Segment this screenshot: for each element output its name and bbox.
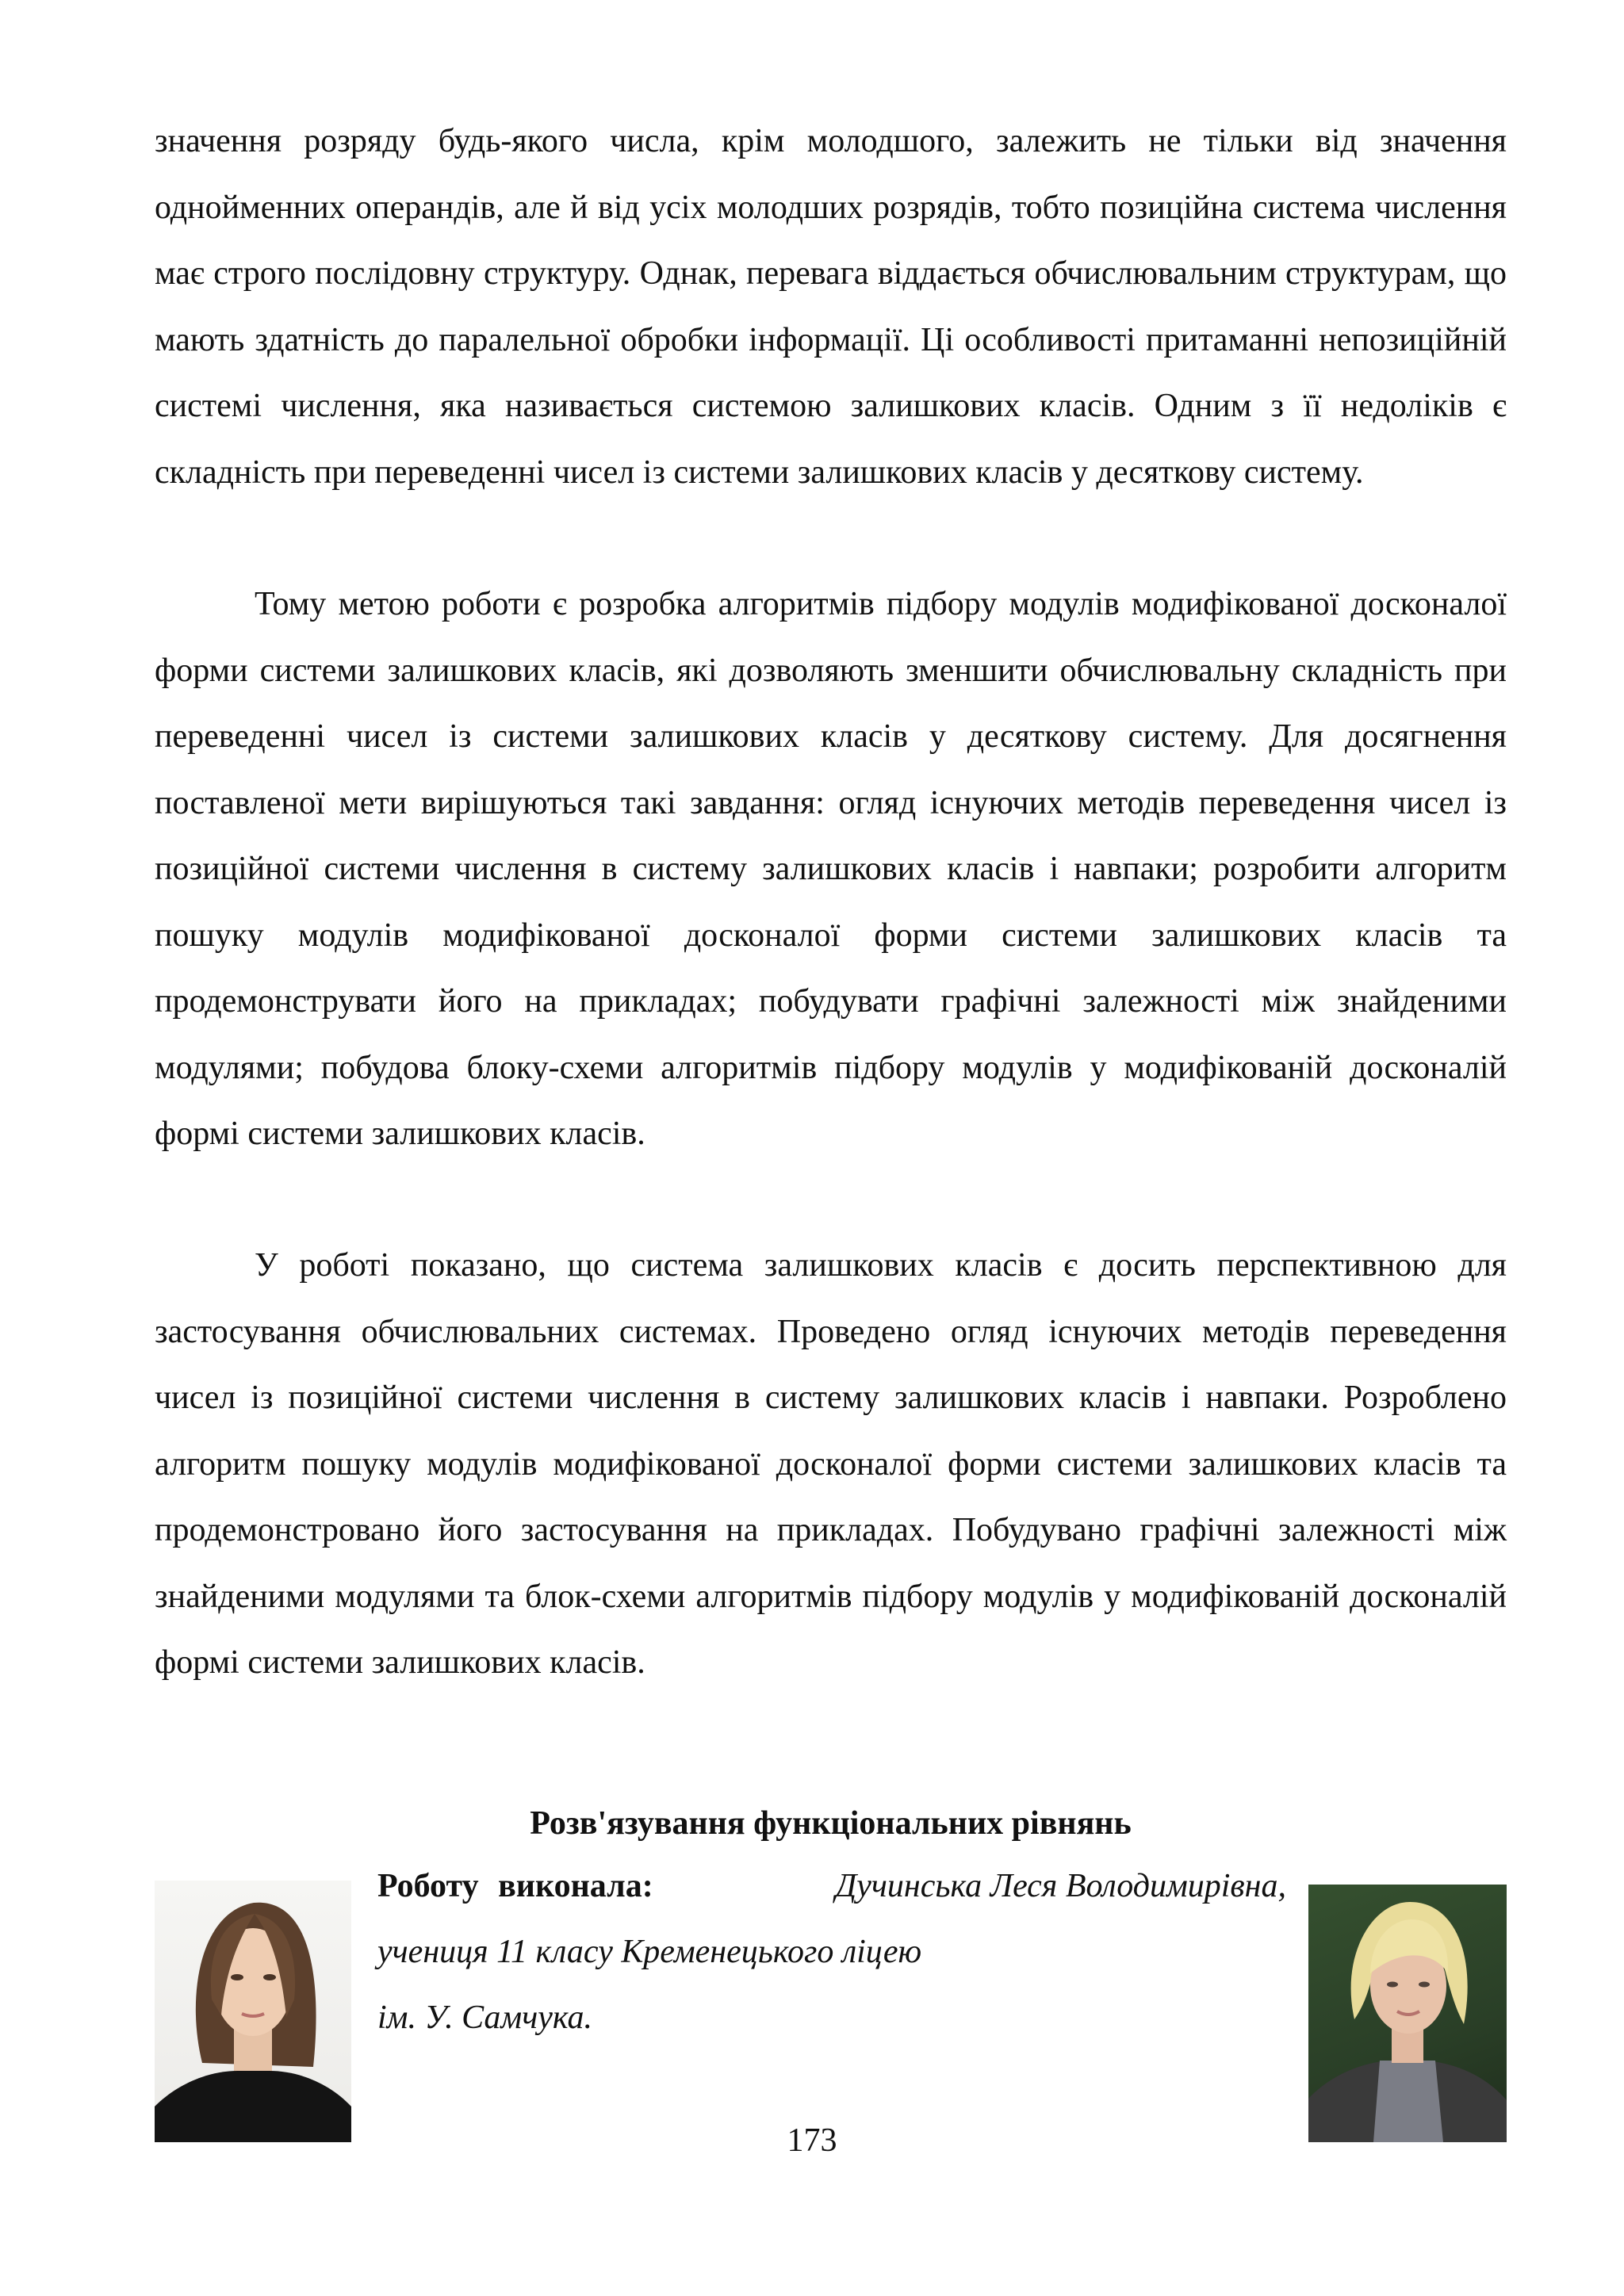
body-paragraph-3: У роботі показано, що система залишкових класів є досить перспективною для застосування обчислювальних системах. Проведено огляд існуючих методів переведення чисел із позиційної системи числення в систему залишкових класів і навпаки. Розроблено алгоритм пошуку модулів модифікованої досконалої форми системи залишкових класів та продемонстровано його застосування на прикладах. Побудувано графічні залежності між знайденими модулями та блок-схеми алгоритмів підбору модулів у модифікованій досконалій формі системи залишкових класів. (155, 1247, 1507, 1681)
author-name: Дучинська Леся Володимирівна, (835, 1868, 1286, 1904)
body-paragraph-2: Тому метою роботи є розробка алгоритмів підбору модулів модифікованої досконалої форми системи залишкових класів, які дозволяють зменшити обчислювальну складність при переведенні чисел із системи залишкових класів у десяткову систему. Для досягнення поставленої мети вирішуються такі завдання: огляд існуючих методів переведення чисел із позиційної системи числення в систему залишкових класів і навпаки; розробити алгоритм пошуку модулів модифікованої досконалої форми системи залишкових класів та продемонструвати його на прикладах; побудувати графічні залежності між знайденими модулями; побудова блоку-схеми алгоритмів підбору модулів у модифікованій досконалій формі системи залишкових класів. (155, 586, 1507, 1152)
student-photo (155, 1881, 351, 2142)
page-number: 173 (787, 2122, 837, 2159)
author-school: учениця 11 класу Кременецького ліцею (377, 1934, 922, 1970)
teacher-photo (1308, 1885, 1507, 2142)
section-title: Розв'язування функціональних рівнянь (530, 1805, 1132, 1842)
author-info (377, 1854, 1286, 2051)
author-line-1 (377, 1854, 1286, 1919)
author-school-name: ім. У. Самчука. (377, 1999, 592, 2036)
body-paragraph-1: значення розряду будь-якого числа, крім молодшого, залежить не тільки від значення однойменних операндів, але й від усіх молодших розрядів, тобто позиційна система числення має строго послідовну структуру. Однак, перевага віддається обчислювальним структурам, що мають здатність до паралельної обробки інформації. Ці особливості притаманні непозиційній системі числення, яка називається системою залишкових класів. Одним з її недоліків є складність при переведенні чисел із системи залишкових класів у десяткову систему. (155, 123, 1507, 491)
author-label: Роботу виконала: (377, 1868, 653, 1904)
